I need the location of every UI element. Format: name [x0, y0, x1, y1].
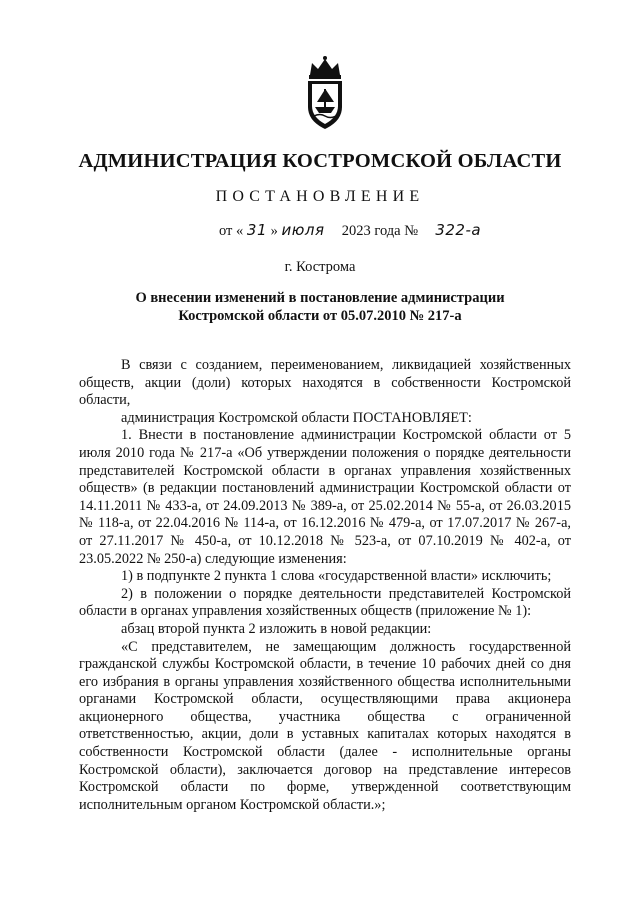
city: г. Кострома	[284, 259, 356, 275]
paragraph: В связи с созданием, переименованием, ликвидацией хозяйственных обществ, акции (доли) которых находятся в собственности Костромской области,	[79, 357, 571, 409]
coat-of-arms-icon	[300, 55, 350, 135]
document-body	[79, 357, 571, 814]
date-month: июля	[281, 221, 325, 239]
heading-line-2: Костромской области от 05.07.2010 № 217-а	[178, 307, 462, 324]
document-type: ПОСТАНОВЛЕНИЕ	[215, 188, 425, 205]
document-number: 322-а	[435, 221, 482, 239]
document-heading	[100, 290, 540, 325]
paragraph: 2) в положении о порядке деятельности представителей Костромской области в органах управления хозяйственных обществ (приложение № 1):	[79, 585, 571, 620]
date-prefix: от «	[219, 223, 244, 239]
paragraph: 1) в подпункте 2 пункта 1 слова «государственной власти» исключить;	[121, 568, 552, 585]
heading-line-1: О внесении изменений в постановление администрации	[135, 290, 505, 306]
paragraph: администрация Костромской области ПОСТАНОВЛЯЕТ:	[121, 409, 472, 426]
date-quote-close: »	[270, 223, 278, 239]
date-year: 2023 года №	[341, 223, 419, 239]
paragraph: «С представителем, не замещающим должность государственной гражданской службы Костромской области, в течение 10 рабочих дней со дня его избрания в органы управления хозяйственного общества исполнительными органами Костромской области, осуществляющими права акционера акционерного общества, участника общества с ограниченной ответственностью, акции, доли в уставных капиталах которых находятся в собственности Костромской области (далее - исполнительные органы Костромской области), заключается договор на представление интересов Костромской области по форме, утвержденной соответствующим исполнительным органом Костромской области.»;	[79, 638, 571, 813]
paragraph: 1. Внести в постановление администрации Костромской области от 5 июля 2010 года № 217-а «Об утверждении положения о порядке деятельности представителей Костромской области в органах управления хозяйственных обществ» (в редакции постановлений администрации Костромской области от 14.11.2011 № 433-а, от 24.09.2013 № 389-а, от 25.02.2014 № 55-а, от 26.03.2015 № 118-а, от 22.04.2016 № 114-а, от 16.12.2016 № 479-а, от 17.07.2017 № 267-а, от 27.11.2017 № 450-а, от 10.12.2018 № 523-а, от 07.10.2019 № 402-а, от 23.05.2022 № 250-а) следующие изменения:	[79, 427, 571, 567]
date-day: 31	[246, 221, 267, 239]
paragraph: абзац второй пункта 2 изложить в новой редакции:	[121, 620, 432, 637]
date-line	[219, 221, 481, 240]
organization-title: АДМИНИСТРАЦИЯ КОСТРОМСКОЙ ОБЛАСТИ	[78, 150, 562, 172]
